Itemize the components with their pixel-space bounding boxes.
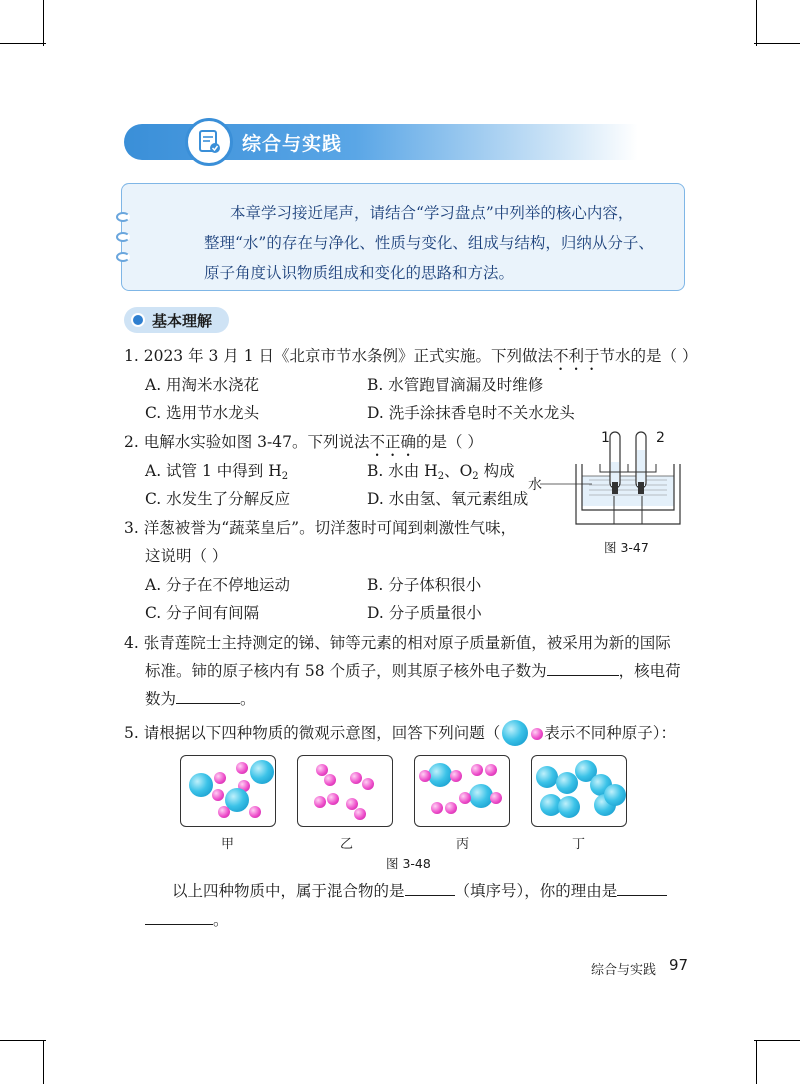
- q2-option-a: [145, 459, 288, 482]
- small-atom: [218, 806, 230, 818]
- q1-stem-end: 节水的是（ ）: [599, 347, 698, 365]
- binder-ring: [116, 252, 130, 262]
- big-atom: [428, 763, 452, 787]
- q4-line-3: [145, 687, 256, 709]
- small-atom: [327, 793, 339, 805]
- small-atom: [431, 802, 443, 814]
- q1-option-d: D. 洗手涂抹香皂时不关水龙头: [367, 404, 575, 422]
- q3-stem-line-1: 3. 洋葱被誉为“蔬菜皇后”。切洋葱时可闻到刺激性气味，: [124, 519, 517, 537]
- q2-b-sub1: 2: [437, 471, 445, 482]
- answer-blank[interactable]: [405, 881, 455, 896]
- crop-mark: [0, 1040, 46, 1041]
- q3-option-a: A. 分子在不停地运动: [145, 576, 291, 594]
- q4-line-2-end: ，核电荷: [618, 662, 681, 680]
- crop-mark: [43, 0, 44, 46]
- q1-stem: [124, 344, 697, 374]
- substance-box-ding: [531, 755, 627, 827]
- q4-line-3-text: 数为: [145, 690, 177, 708]
- label-bing: 丙: [456, 837, 470, 852]
- q2-b-text: B. 水由 H: [367, 462, 438, 480]
- figure-347-caption: 图 3-47: [604, 540, 649, 555]
- intro-box: [121, 183, 685, 291]
- intro-line-1: 本章学习接近尾声，请结合“学习盘点”中列举的核心内容，: [230, 204, 634, 222]
- intro-line-2: 整理“水”的存在与净化、性质与变化、组成与结构，归纳从分子、: [204, 234, 654, 252]
- q2-b-end: 构成: [478, 462, 515, 480]
- small-atom: [249, 806, 261, 818]
- small-atom: [314, 796, 326, 808]
- footer-title: 综合与实践: [591, 963, 657, 978]
- q1-option-c: C. 选用节水龙头: [145, 404, 260, 422]
- q1-stem-text: 1. 2023 年 3 月 1 日《北京市节水条例》正式实施。下列做法: [124, 347, 554, 365]
- small-atom-legend: [531, 728, 543, 740]
- q3-option-c: C. 分子间有间隔: [145, 604, 260, 622]
- water-label: 水: [528, 477, 542, 493]
- q4-line-2: [145, 659, 681, 681]
- q5-answer-line-1: [172, 879, 667, 901]
- q3-option-b: B. 分子体积很小: [367, 576, 482, 594]
- q4-line-3-end: 。: [240, 690, 256, 708]
- q2-a-text: A. 试管 1 中得到 H: [145, 462, 282, 480]
- small-atom: [214, 772, 226, 784]
- q3-stem-line-2: 这说明（ ）: [145, 547, 228, 565]
- page-number: 97: [669, 956, 689, 974]
- big-atom-legend: [502, 720, 528, 746]
- small-atom: [419, 770, 431, 782]
- q2-stem-text: 2. 电解水实验如图 3-47。下列说法: [124, 433, 370, 451]
- small-atom: [450, 770, 462, 782]
- clipboard-check-icon: [185, 118, 233, 166]
- big-atom: [189, 773, 213, 797]
- legend-atoms: [500, 726, 544, 742]
- q5-answer-line-2: [145, 908, 229, 930]
- q2-emphasis: 不正确: [369, 433, 416, 451]
- big-atom: [558, 796, 580, 818]
- q5-stem: [124, 721, 676, 743]
- q2-option-c: C. 水发生了分解反应: [145, 490, 291, 508]
- small-atom: [471, 764, 483, 776]
- q2-option-d: D. 水由氢、氧元素组成: [367, 490, 529, 508]
- subsection-title: 基本理解: [152, 312, 213, 330]
- small-atom: [236, 762, 248, 774]
- binder-ring: [116, 232, 130, 242]
- big-atom: [536, 766, 558, 788]
- q2-a-sub: 2: [281, 471, 289, 482]
- q3-option-d: D. 分子质量很小: [367, 604, 482, 622]
- small-atom: [324, 774, 336, 786]
- q5-answer-mid: （填序号），你的理由是: [454, 882, 618, 900]
- answer-blank[interactable]: [176, 689, 240, 704]
- q5-answer-end: 。: [213, 911, 229, 929]
- tube-1-label: 1: [601, 430, 610, 446]
- tube-2-label: 2: [656, 430, 665, 446]
- small-atom: [350, 772, 362, 784]
- small-atom: [212, 789, 224, 801]
- q2-stem-end: 的是（ ）: [415, 433, 483, 451]
- crop-mark: [756, 1040, 757, 1084]
- crop-mark: [754, 1040, 800, 1041]
- substance-box-jia: [180, 755, 276, 827]
- big-atom: [604, 784, 626, 806]
- big-atom: [250, 760, 274, 784]
- electrolysis-figure: [540, 424, 690, 534]
- small-atom: [485, 764, 497, 776]
- small-atom: [362, 778, 374, 790]
- binder-ring: [116, 212, 130, 222]
- substance-box-bing: [414, 755, 510, 827]
- q2-b-mid: 、O: [444, 462, 473, 480]
- q1-option-a: A. 用淘米水浇花: [145, 376, 260, 394]
- q2-option-b: [367, 459, 515, 482]
- small-atom: [459, 792, 471, 804]
- substance-box-yi: [297, 755, 393, 827]
- crop-mark: [0, 43, 46, 44]
- intro-line-3: 原子角度认识物质组成和变化的思路和方法。: [204, 264, 515, 282]
- small-atom: [490, 792, 502, 804]
- q2-b-sub2: 2: [472, 471, 479, 482]
- q5-stem-end: 表示不同种原子）：: [544, 724, 676, 742]
- answer-blank[interactable]: [547, 661, 619, 676]
- label-yi: 乙: [340, 837, 354, 852]
- section-title: 综合与实践: [242, 133, 343, 155]
- q1-emphasis: 不利于: [553, 347, 600, 365]
- answer-blank[interactable]: [145, 910, 213, 925]
- figure-348-caption: 图 3-48: [386, 856, 431, 871]
- q4-line-2-text: 标准。铈的原子核内有 58 个质子，则其原子核外电子数为: [145, 662, 547, 680]
- small-atom: [354, 808, 366, 820]
- q2-stem: [124, 430, 483, 460]
- q5-stem-text: 5. 请根据以下四种物质的微观示意图，回答下列问题（: [124, 724, 501, 742]
- big-atom: [556, 772, 578, 794]
- q1-option-b: B. 水管跑冒滴漏及时维修: [367, 376, 544, 394]
- bullet-dot: [133, 315, 143, 325]
- crop-mark: [756, 0, 757, 46]
- q4-line-1: 4. 张青莲院士主持测定的锑、铈等元素的相对原子质量新值，被采用为新的国际: [124, 634, 671, 652]
- label-jia: 甲: [221, 837, 235, 852]
- crop-mark: [43, 1040, 44, 1084]
- label-ding: 丁: [572, 837, 586, 852]
- q5-answer-text: 以上四种物质中，属于混合物的是: [172, 882, 405, 900]
- small-atom: [445, 802, 457, 814]
- crop-mark: [754, 43, 800, 44]
- answer-blank[interactable]: [617, 881, 667, 896]
